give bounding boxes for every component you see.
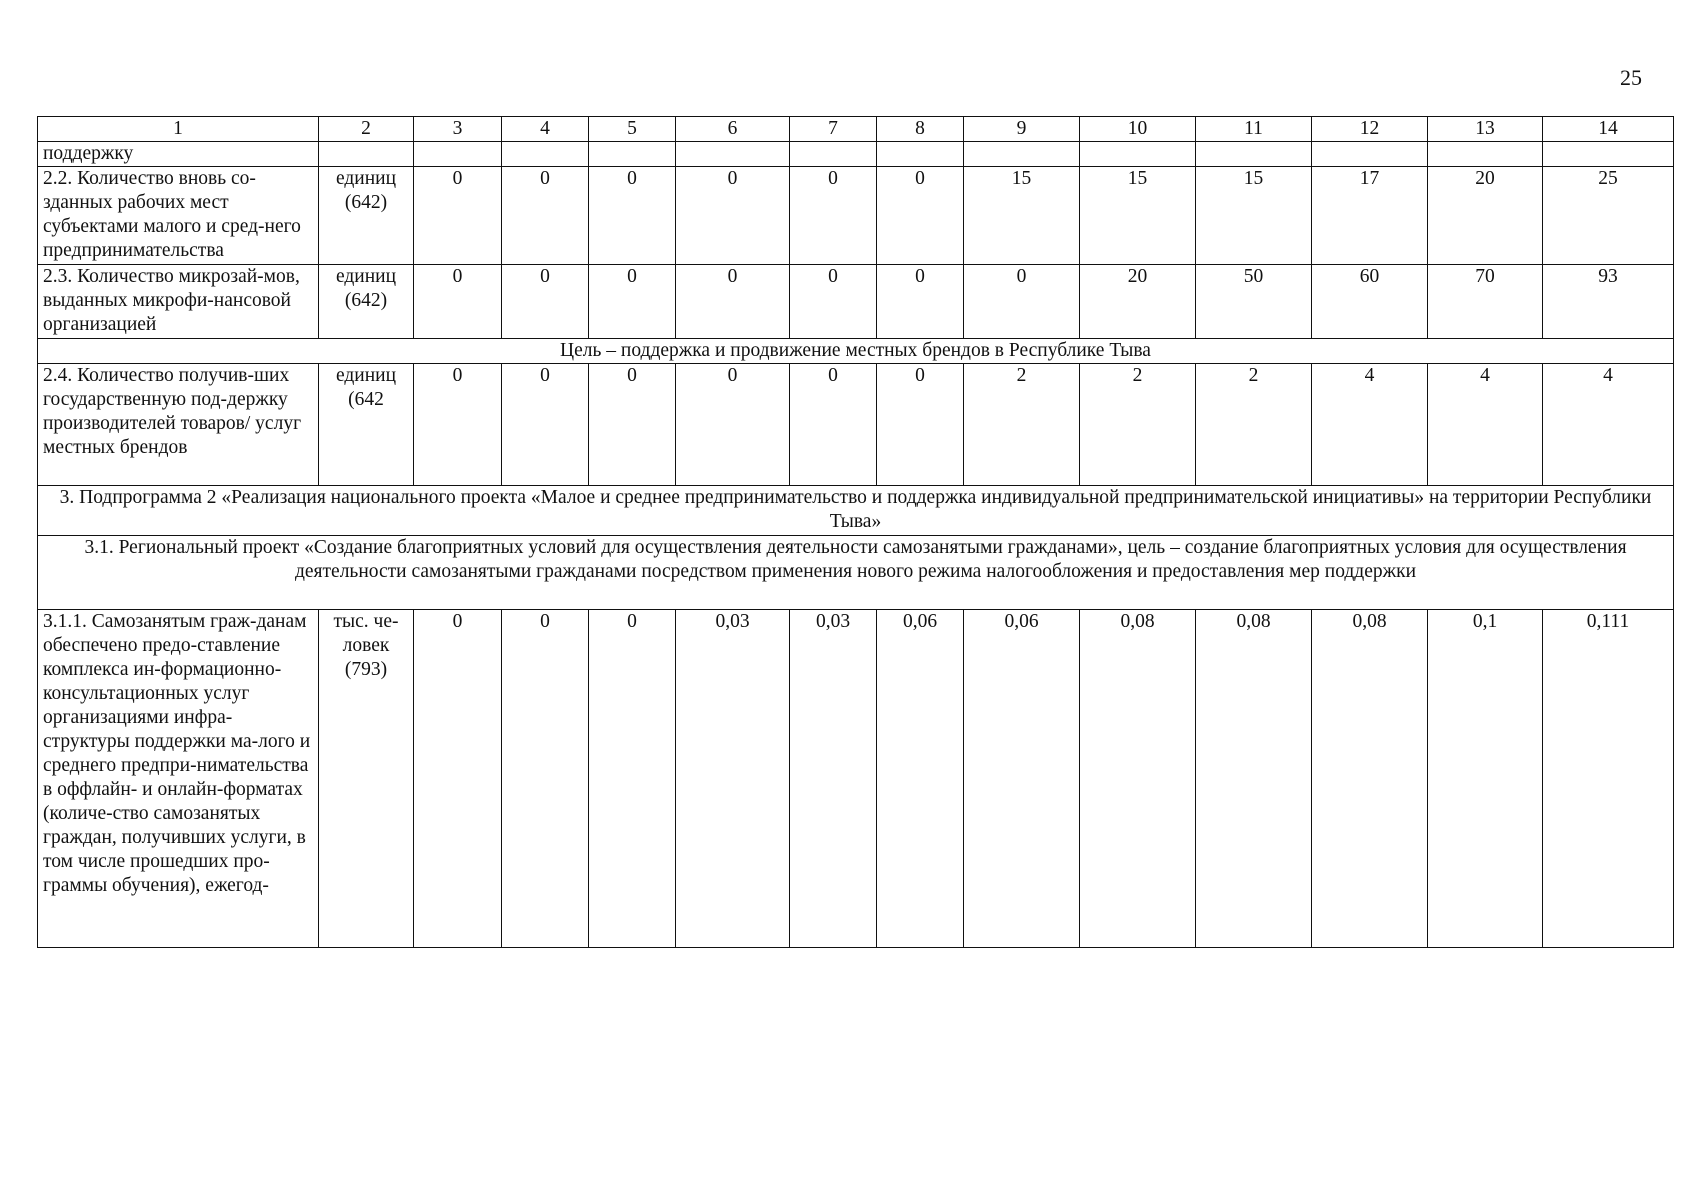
value-cell: 0,1: [1428, 610, 1543, 948]
value-cell: 15: [1196, 167, 1312, 265]
value-cell: 2: [964, 364, 1080, 486]
value-cell: 0: [877, 167, 964, 265]
column-header: 4: [502, 117, 589, 142]
value-cell: 93: [1543, 265, 1674, 339]
value-cell: 2: [1196, 364, 1312, 486]
table-row-2-4: [38, 364, 1674, 486]
value-cell: 0: [589, 364, 676, 486]
indicator-unit: единиц (642): [319, 265, 414, 339]
column-header: 6: [676, 117, 790, 142]
value-cell: 0: [589, 610, 676, 948]
value-cell: 0: [502, 610, 589, 948]
value-cell: 70: [1428, 265, 1543, 339]
table-row-2-3: [38, 265, 1674, 339]
value-cell: 15: [964, 167, 1080, 265]
value-cell: 2: [1080, 364, 1196, 486]
value-cell: 0,08: [1080, 610, 1196, 948]
value-cell: 0,03: [790, 610, 877, 948]
indicator-name: 2.4. Количество получив-ших государственную под-держку производителей товаров/ услуг местных брендов: [38, 364, 319, 486]
value-cell: 0: [414, 364, 502, 486]
value-cell: 0,06: [877, 610, 964, 948]
column-header: 2: [319, 117, 414, 142]
column-header: 13: [1428, 117, 1543, 142]
value-cell: 25: [1543, 167, 1674, 265]
column-header: 14: [1543, 117, 1674, 142]
value-cell: 20: [1428, 167, 1543, 265]
value-cell: 17: [1312, 167, 1428, 265]
goal-heading: Цель – поддержка и продвижение местных брендов в Республике Тыва: [38, 339, 1674, 364]
value-cell: 0: [676, 167, 790, 265]
column-header: 12: [1312, 117, 1428, 142]
value-cell: 0: [790, 167, 877, 265]
value-cell: 0: [414, 610, 502, 948]
goal-row: [38, 339, 1674, 364]
column-header: 7: [790, 117, 877, 142]
indicator-name: 2.3. Количество микрозай-мов, выданных микрофи-нансовой организацией: [38, 265, 319, 339]
value-cell: 0: [589, 265, 676, 339]
indicator-unit: тыс. че-ловек (793): [319, 610, 414, 948]
value-cell: 4: [1543, 364, 1674, 486]
indicator-unit: единиц (642): [319, 167, 414, 265]
column-header: 11: [1196, 117, 1312, 142]
value-cell: 0: [502, 167, 589, 265]
indicator-name: 2.2. Количество вновь со-зданных рабочих мест субъектами малого и сред-него предпринимательства: [38, 167, 319, 265]
value-cell: 0: [589, 167, 676, 265]
value-cell: 0,06: [964, 610, 1080, 948]
value-cell: 50: [1196, 265, 1312, 339]
indicator-name: поддержку: [38, 142, 319, 167]
subprogram-heading: 3. Подпрограмма 2 «Реализация национального проекта «Малое и среднее предпринимательство и поддержка индивидуальной предпринимательской инициативы» на территории Республики Тыва»: [38, 486, 1674, 536]
column-header: 10: [1080, 117, 1196, 142]
value-cell: 0: [502, 265, 589, 339]
table-row-3-1-1: [38, 610, 1674, 948]
column-header: 3: [414, 117, 502, 142]
value-cell: 0: [790, 364, 877, 486]
value-cell: 4: [1428, 364, 1543, 486]
value-cell: 0: [790, 265, 877, 339]
value-cell: 15: [1080, 167, 1196, 265]
column-header: 8: [877, 117, 964, 142]
indicator-name: 3.1.1. Самозанятым граж-данам обеспечено предо-ставление комплекса ин-формационно-консультационных услуг организациями инфра-структуры поддержки ма-лого и среднего предпри-нимательства в оффлайн- и онлайн-форматах (количе-ство самозанятых граждан, получивших услуги, в том числе прошедших про-граммы обучения), ежегод-: [38, 610, 319, 948]
value-cell: 4: [1312, 364, 1428, 486]
value-cell: 0,03: [676, 610, 790, 948]
value-cell: 0: [964, 265, 1080, 339]
value-cell: 0,111: [1543, 610, 1674, 948]
subprogram-row: [38, 486, 1674, 536]
column-header: 5: [589, 117, 676, 142]
value-cell: 0: [877, 364, 964, 486]
indicators-table: [37, 116, 1674, 948]
indicator-unit: единиц (642: [319, 364, 414, 486]
value-cell: 0: [676, 265, 790, 339]
regional-project-row: [38, 536, 1674, 610]
column-header: 1: [38, 117, 319, 142]
column-header-row: [38, 117, 1674, 142]
value-cell: 0: [877, 265, 964, 339]
column-header: 9: [964, 117, 1080, 142]
value-cell: 0: [414, 167, 502, 265]
page-number: 25: [1620, 65, 1642, 90]
value-cell: 0,08: [1312, 610, 1428, 948]
value-cell: 60: [1312, 265, 1428, 339]
table-row-2-2: [38, 167, 1674, 265]
value-cell: 20: [1080, 265, 1196, 339]
value-cell: 0,08: [1196, 610, 1312, 948]
regional-project-heading: 3.1. Региональный проект «Создание благоприятных условий для осуществления деятельности самозанятыми гражданами», цель – создание благоприятных условия для осуществления деятельности самозанятыми гражданами посредством применения нового режима налогообложения и предоставления мер поддержки: [38, 536, 1674, 610]
table-row-continuation: [38, 142, 1674, 167]
value-cell: 0: [502, 364, 589, 486]
value-cell: 0: [676, 364, 790, 486]
value-cell: 0: [414, 265, 502, 339]
